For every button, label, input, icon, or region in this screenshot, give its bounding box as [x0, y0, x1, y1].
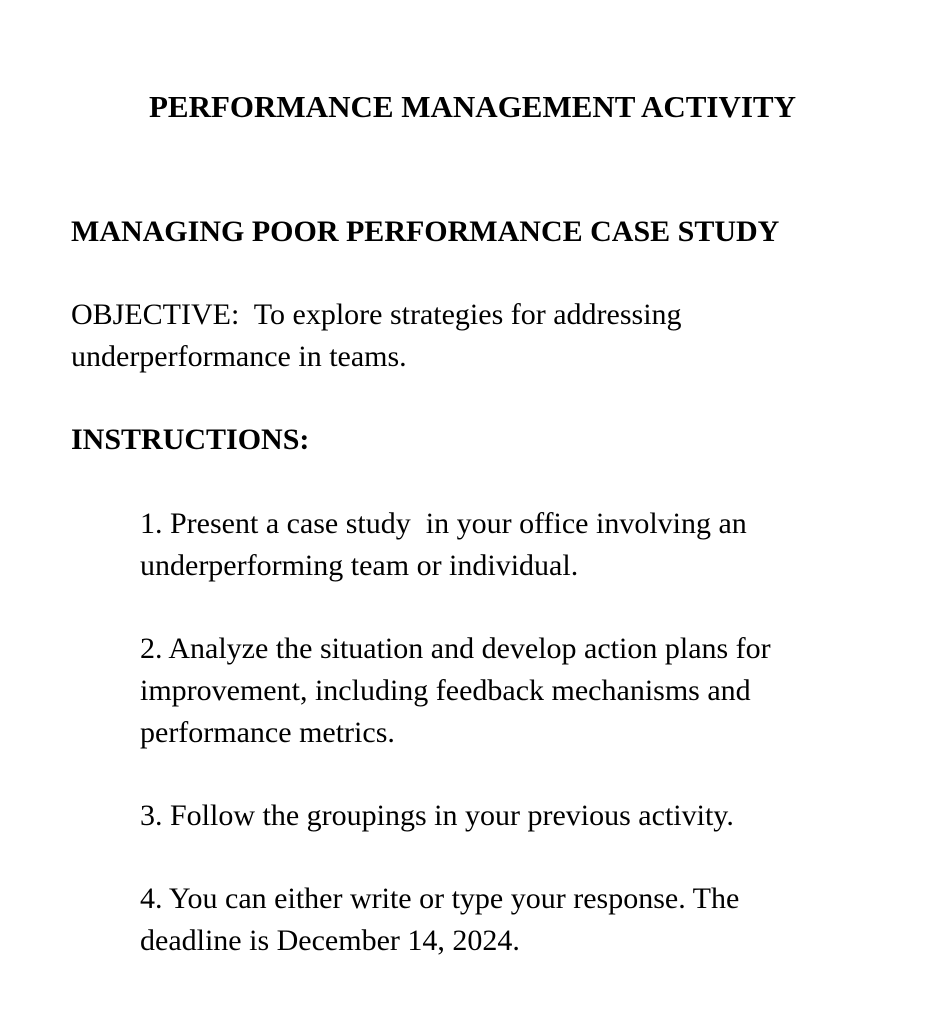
instruction-line: underperforming team or individual.	[140, 549, 579, 582]
case-study-heading: MANAGING POOR PERFORMANCE CASE STUDY	[71, 215, 780, 248]
objective-line: underperformance in teams.	[71, 340, 407, 373]
page-title: PERFORMANCE MANAGEMENT ACTIVITY	[148, 89, 796, 124]
instruction-line: 3. Follow the groupings in your previous activity.	[140, 799, 734, 832]
instruction-line: performance metrics.	[140, 716, 395, 749]
instruction-line: 1. Present a case study in your office involving an	[140, 507, 747, 540]
instruction-item-1	[140, 503, 747, 587]
instruction-line: deadline is December 14, 2024.	[140, 924, 520, 957]
instruction-item-4	[140, 878, 739, 962]
objective-paragraph	[71, 294, 682, 378]
instruction-line: 2. Analyze the situation and develop action plans for	[140, 632, 771, 665]
instruction-line: 4. You can either write or type your response. The	[140, 882, 740, 915]
instruction-item-2	[140, 628, 771, 754]
instruction-item-3	[140, 795, 734, 837]
instruction-line: improvement, including feedback mechanisms and	[140, 674, 751, 707]
objective-line: OBJECTIVE: To explore strategies for addressing	[71, 298, 682, 331]
instructions-heading: INSTRUCTIONS:	[71, 423, 310, 456]
